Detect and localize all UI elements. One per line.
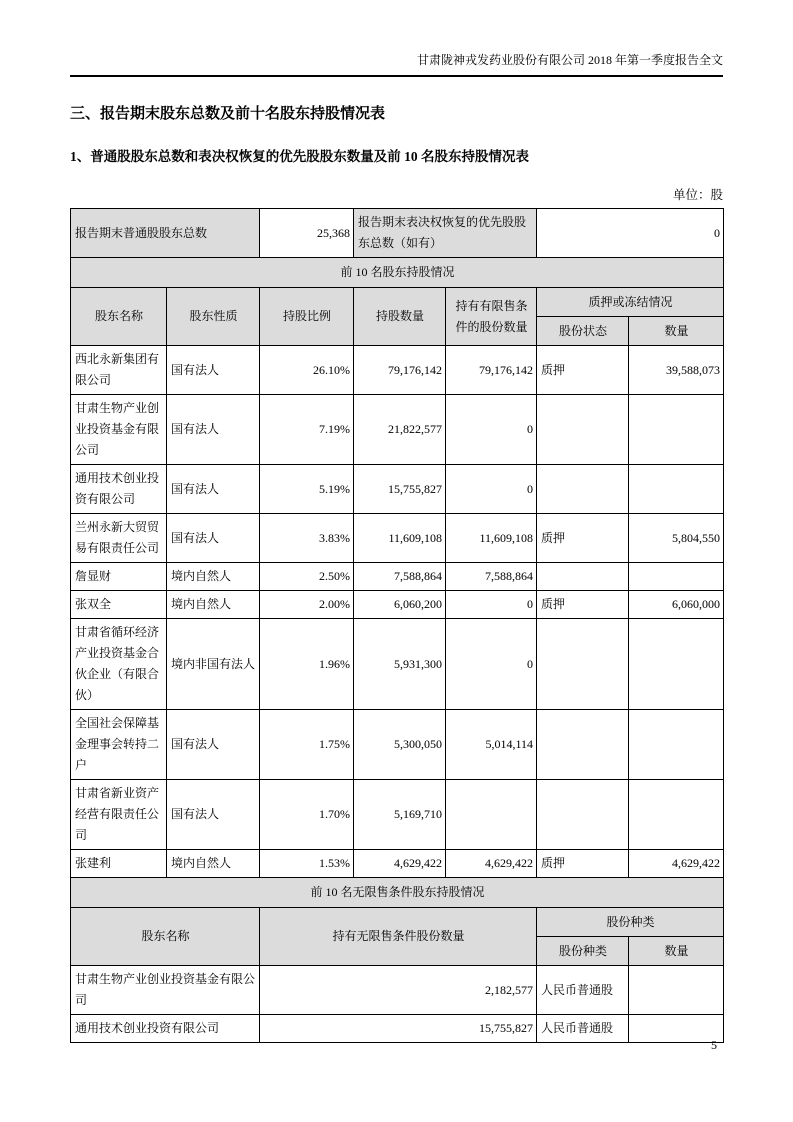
col-header-unrestricted-qty: 持有无限售条件股份数量	[260, 908, 537, 966]
unit-label: 单位：股	[672, 188, 723, 202]
ratio-cell: 2.50%	[260, 563, 354, 591]
top10-section-header: 前 10 名股东持股情况	[71, 258, 724, 288]
restricted-cell: 79,176,142	[446, 346, 537, 395]
ordinary-holders-value: 25,368	[260, 209, 354, 258]
shareholder-name-cell: 通用技术创业投资有限公司	[71, 465, 167, 514]
restricted-cell: 11,609,108	[446, 514, 537, 563]
pledge-qty-cell: 39,588,073	[629, 346, 724, 395]
pledge-status-cell	[537, 619, 629, 710]
col-header-restricted: 持有有限售条件的股份数量	[446, 288, 537, 346]
top10-row-8	[71, 710, 724, 780]
pledge-qty-cell	[629, 619, 724, 710]
shareholder-name-cell: 全国社会保障基金理事会转持二户	[71, 710, 167, 780]
shareholder-nature-cell: 国有法人	[167, 346, 260, 395]
pledge-status-cell	[537, 780, 629, 850]
top10-section-row	[71, 258, 724, 288]
shares-cell: 5,300,050	[354, 710, 446, 780]
ratio-cell: 1.75%	[260, 710, 354, 780]
shareholder-name-cell: 甘肃省新业资产经营有限责任公司	[71, 780, 167, 850]
restricted-cell	[446, 780, 537, 850]
shareholder-nature-cell: 国有法人	[167, 780, 260, 850]
pledge-status-cell	[537, 563, 629, 591]
report-header: 甘肃陇神戎发药业股份有限公司 2018 年第一季度报告全文	[70, 53, 723, 77]
restricted-cell: 0	[446, 619, 537, 710]
pledge-status-cell	[537, 465, 629, 514]
share-type-cell: 人民币普通股	[537, 966, 629, 1015]
pledge-qty-cell	[629, 563, 724, 591]
shares-cell: 5,169,710	[354, 780, 446, 850]
top10-row-1	[71, 346, 724, 395]
col-header-share-type: 股份种类	[537, 937, 629, 966]
unrestricted-qty-cell: 2,182,577	[260, 966, 537, 1015]
col-header-ratio: 持股比例	[260, 288, 354, 346]
shareholder-name-cell: 甘肃省循环经济产业投资基金合伙企业（有限合伙）	[71, 619, 167, 710]
shares-cell: 6,060,200	[354, 591, 446, 619]
shares-cell: 11,609,108	[354, 514, 446, 563]
col-header-name: 股东名称	[71, 288, 167, 346]
unrestricted-section-row	[71, 878, 724, 908]
ratio-cell: 1.70%	[260, 780, 354, 850]
ratio-cell: 7.19%	[260, 395, 354, 465]
restricted-cell: 5,014,114	[446, 710, 537, 780]
shareholder-name-cell: 兰州永新大贸贸易有限责任公司	[71, 514, 167, 563]
top10-row-7	[71, 619, 724, 710]
shareholders-table	[70, 208, 724, 1043]
restricted-cell: 7,588,864	[446, 563, 537, 591]
top10-row-6	[71, 591, 724, 619]
page-number: 5	[711, 1038, 717, 1052]
pledge-status-cell: 质押	[537, 591, 629, 619]
pledge-status-cell: 质押	[537, 514, 629, 563]
summary-row	[71, 209, 724, 258]
shares-cell: 4,629,422	[354, 850, 446, 878]
share-count-cell	[629, 1015, 724, 1043]
shareholder-name-cell: 甘肃生物产业创业投资基金有限公司	[71, 395, 167, 465]
shareholder-nature-cell: 境内非国有法人	[167, 619, 260, 710]
col-header-pledge-status: 股份状态	[537, 317, 629, 346]
ratio-cell: 3.83%	[260, 514, 354, 563]
unrestricted-row-2	[71, 1015, 724, 1043]
restricted-cell: 0	[446, 465, 537, 514]
pledge-status-cell	[537, 710, 629, 780]
col-header-shares: 持股数量	[354, 288, 446, 346]
shareholder-name-cell: 甘肃生物产业创业投资基金有限公司	[71, 966, 260, 1015]
share-type-cell: 人民币普通股	[537, 1015, 629, 1043]
shareholder-nature-cell: 国有法人	[167, 395, 260, 465]
col-header-pledge-group: 质押或冻结情况	[537, 288, 724, 317]
ordinary-holders-label: 报告期末普通股股东总数	[71, 209, 260, 258]
unrestricted-section-header: 前 10 名无限售条件股东持股情况	[71, 878, 724, 908]
pledge-qty-cell: 4,629,422	[629, 850, 724, 878]
pledge-qty-cell: 5,804,550	[629, 514, 724, 563]
col-header-share-type-group: 股份种类	[537, 908, 724, 937]
unrestricted-header-row-1	[71, 908, 724, 937]
top10-row-9	[71, 780, 724, 850]
ratio-cell: 1.96%	[260, 619, 354, 710]
top10-row-5	[71, 563, 724, 591]
shares-cell: 15,755,827	[354, 465, 446, 514]
shareholder-name-cell: 西北永新集团有限公司	[71, 346, 167, 395]
share-count-cell	[629, 966, 724, 1015]
pledge-qty-cell	[629, 780, 724, 850]
pledge-status-cell: 质押	[537, 346, 629, 395]
shareholder-nature-cell: 境内自然人	[167, 850, 260, 878]
col-header-pledge-qty: 数量	[629, 317, 724, 346]
pledge-status-cell: 质押	[537, 850, 629, 878]
ratio-cell: 1.53%	[260, 850, 354, 878]
restricted-cell: 0	[446, 591, 537, 619]
shareholder-nature-cell: 境内自然人	[167, 563, 260, 591]
ratio-cell: 5.19%	[260, 465, 354, 514]
ratio-cell: 2.00%	[260, 591, 354, 619]
top10-row-4	[71, 514, 724, 563]
col-header-nature: 股东性质	[167, 288, 260, 346]
shareholder-name-cell: 詹显财	[71, 563, 167, 591]
top10-row-2	[71, 395, 724, 465]
preferred-holders-value: 0	[537, 209, 724, 258]
unrestricted-row-1	[71, 966, 724, 1015]
unrestricted-qty-cell: 15,755,827	[260, 1015, 537, 1043]
pledge-status-cell	[537, 395, 629, 465]
top10-row-10	[71, 850, 724, 878]
shares-cell: 21,822,577	[354, 395, 446, 465]
shares-cell: 7,588,864	[354, 563, 446, 591]
shareholder-nature-cell: 国有法人	[167, 710, 260, 780]
shareholder-name-cell: 张建利	[71, 850, 167, 878]
shareholder-name-cell: 张双全	[71, 591, 167, 619]
pledge-qty-cell: 6,060,000	[629, 591, 724, 619]
pledge-qty-cell	[629, 710, 724, 780]
pledge-qty-cell	[629, 395, 724, 465]
top10-row-3	[71, 465, 724, 514]
top10-header-row-1	[71, 288, 724, 317]
section-title: 三、报告期末股东总数及前十名股东持股情况表	[70, 106, 386, 122]
restricted-cell: 4,629,422	[446, 850, 537, 878]
preferred-holders-label: 报告期末表决权恢复的优先股股东总数（如有）	[354, 209, 537, 258]
ratio-cell: 26.10%	[260, 346, 354, 395]
shares-cell: 79,176,142	[354, 346, 446, 395]
subsection-title: 1、普通股股东总数和表决权恢复的优先股股东数量及前 10 名股东持股情况表	[70, 149, 529, 164]
page-content	[70, 0, 723, 1043]
shareholder-nature-cell: 国有法人	[167, 465, 260, 514]
pledge-qty-cell	[629, 465, 724, 514]
col-header-share-count: 数量	[629, 937, 724, 966]
col-header-unrestricted-name: 股东名称	[71, 908, 260, 966]
restricted-cell: 0	[446, 395, 537, 465]
shareholder-nature-cell: 境内自然人	[167, 591, 260, 619]
shares-cell: 5,931,300	[354, 619, 446, 710]
shareholder-nature-cell: 国有法人	[167, 514, 260, 563]
shareholder-name-cell: 通用技术创业投资有限公司	[71, 1015, 260, 1043]
